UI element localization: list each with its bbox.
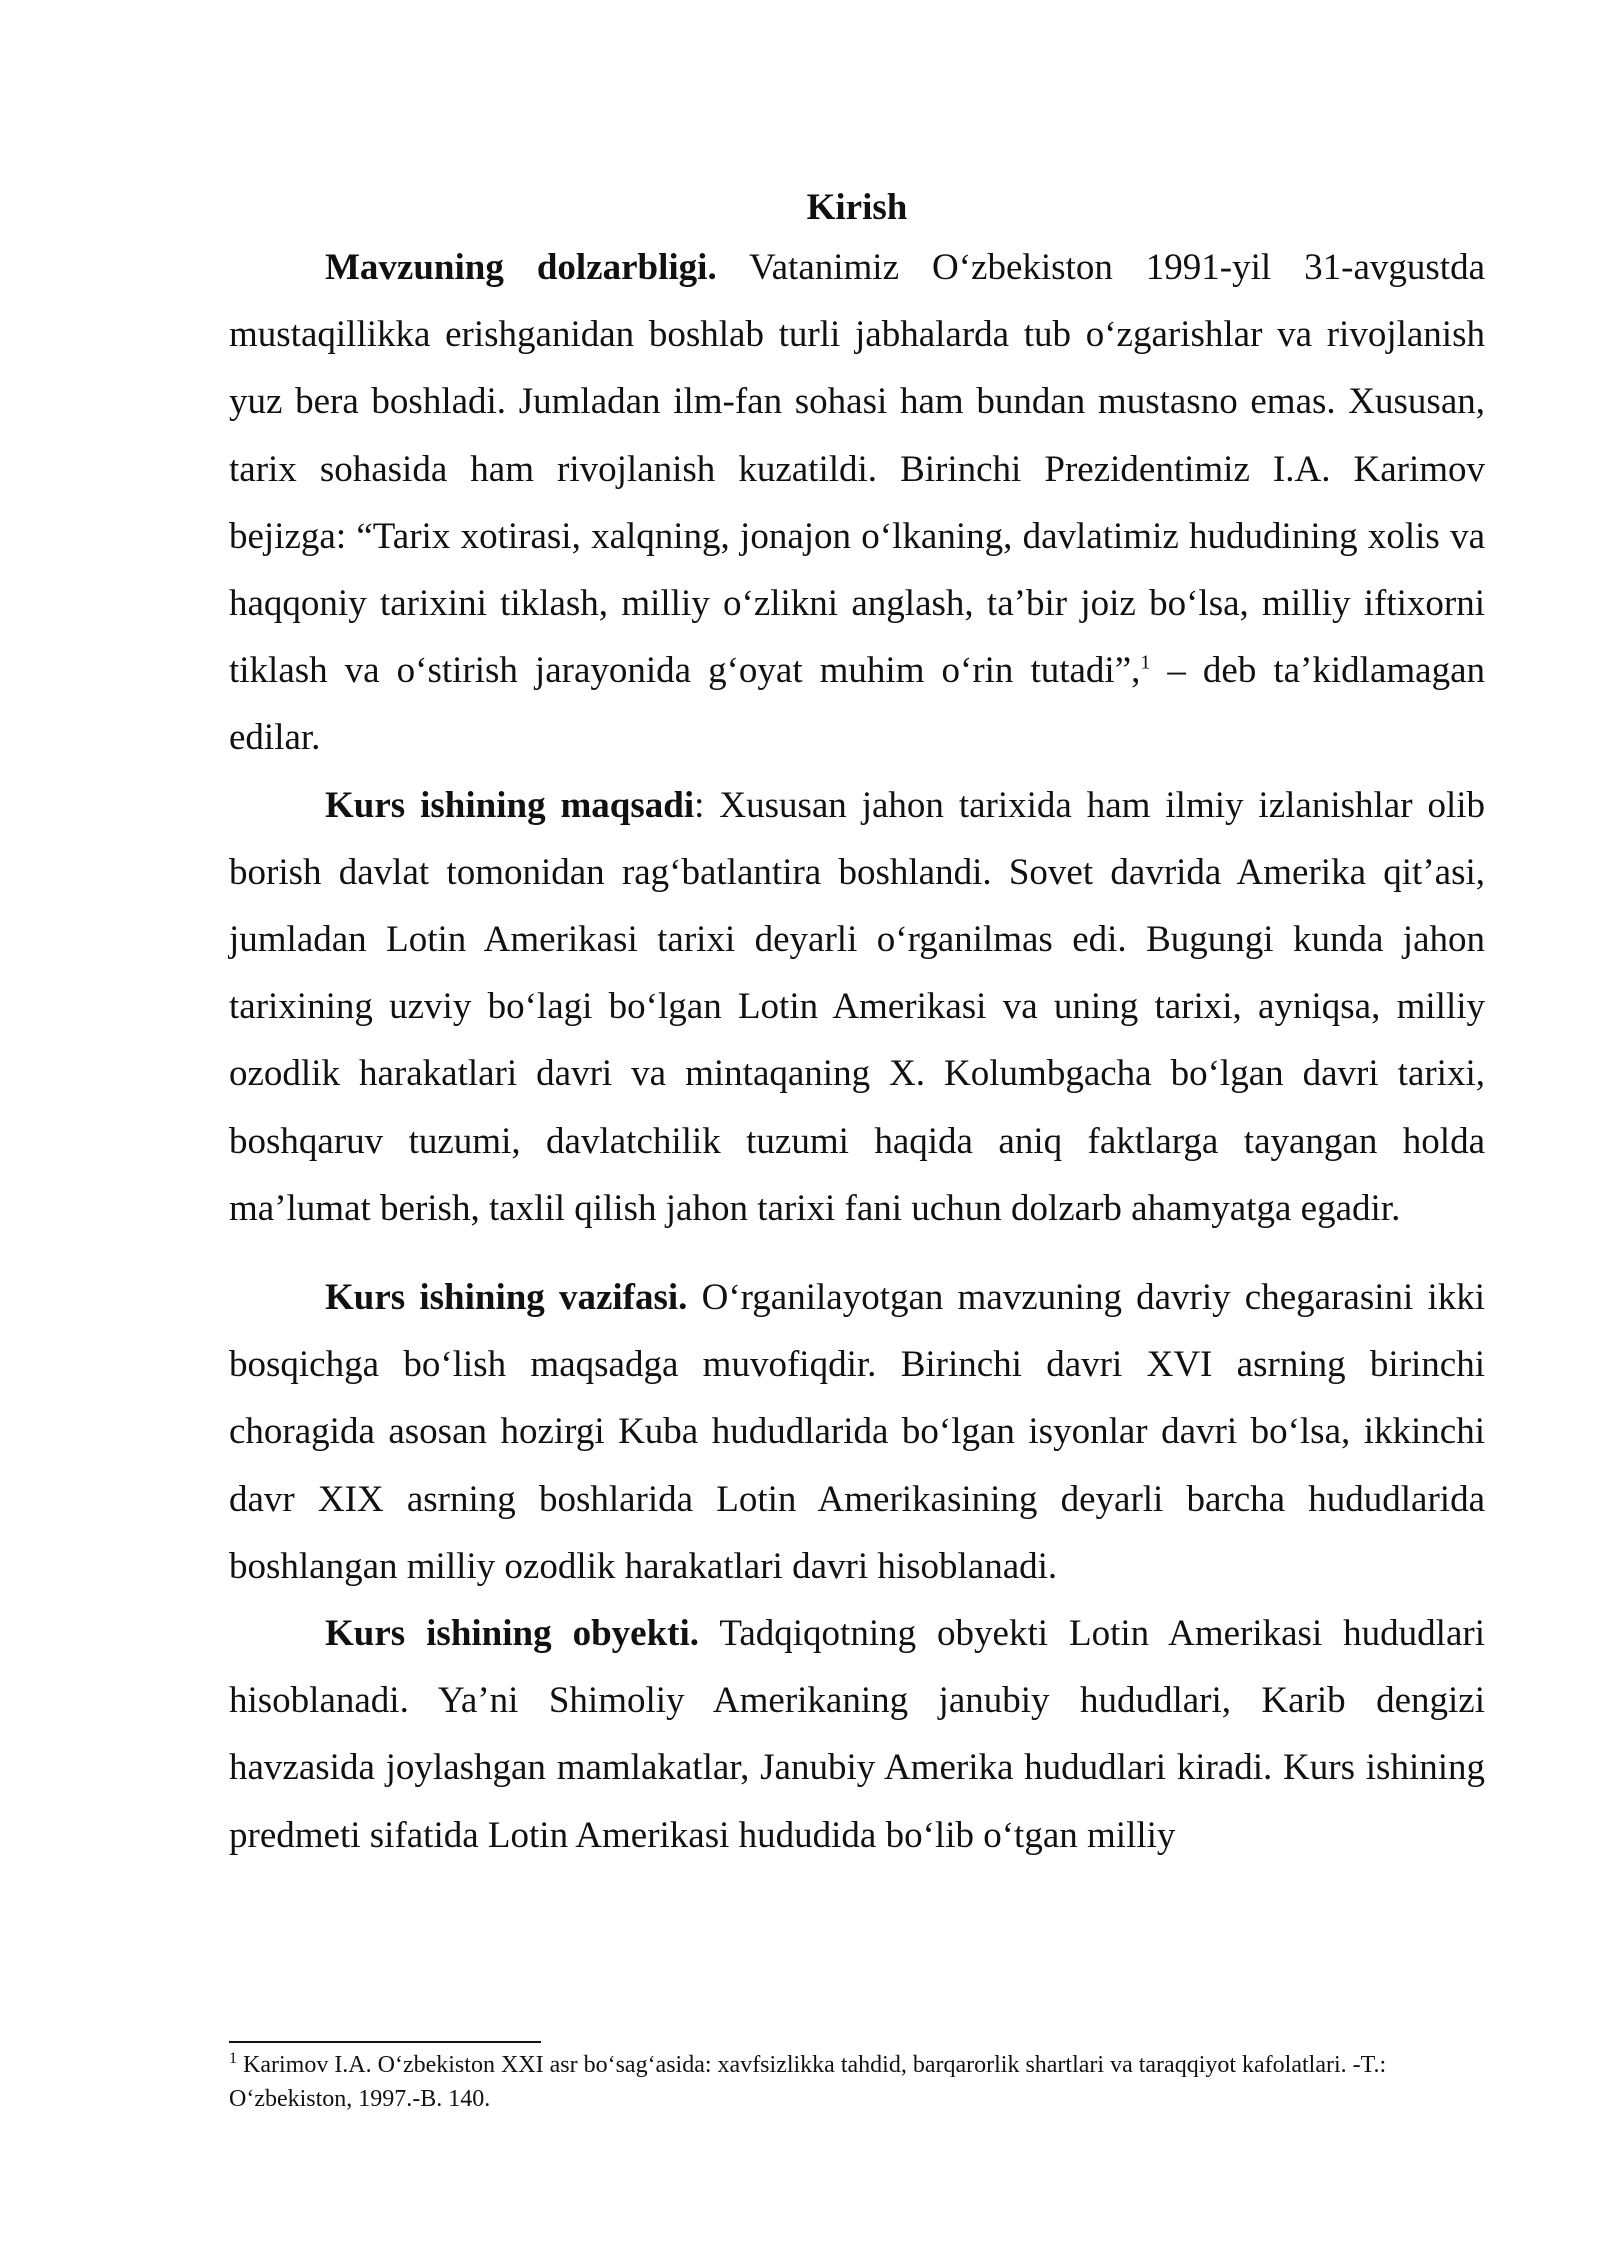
- paragraph-text: : Xususan jahon tarixida ham ilmiy izlanishlar olib borish davlat tomonidan rag‘batlantira boshlandi. Sovet davrida Amerika qit’asi, jumladan Lotin Amerikasi tarixi deyarli o‘rganilmas edi. Bugungi kunda jahon tarixining uzviy bo‘lagi bo‘lgan Lotin Amerikasi va uning tarixi, ayniqsa, milliy ozodlik harakatlari davri va mintaqaning X. Kolumbgacha bo‘lgan davri tarixi, boshqaruv tuzumi, davlatchilik tuzumi haqida aniq faktlarga tayangan holda ma’lumat berish, taxlil qilish jahon tarixi fani uchun dolzarb ahamyatga egadir.: [229, 784, 1486, 1229]
- paragraph-aim: [229, 772, 1485, 1242]
- paragraph-text: Vatanimiz O‘zbekiston 1991-yil 31-avgustda mustaqillikka erishganidan boshlab turli jabhalarda tub o‘zgarishlar va rivojlanish yuz bera boshladi. Jumladan ilm-fan sohasi ham bundan mustasno emas. Xususan, tarix sohasida ham rivojlanish kuzatildi. Birinchi Prezidentimiz I.A. Karimov bejizga: “Tarix xotirasi, xalqning, jonajon o‘lkaning, davlatimiz hududining xolis va haqqoniy tarixini tiklash, milliy o‘zlikni anglash, ta’bir joiz bo‘lsa, milliy iftixorni tiklash va o‘stirish jarayonida g‘oyat muhim o‘rin tutadi”,: [229, 247, 1485, 692]
- footnote-separator: [229, 2041, 541, 2043]
- paragraph-heading: Kurs ishining maqsadi: [325, 784, 695, 826]
- paragraph-heading: Kurs ishining vazifasi.: [325, 1277, 688, 1319]
- page-title: Kirish: [806, 187, 908, 228]
- paragraph-heading: Mavzuning dolzarbligi.: [325, 247, 717, 288]
- paragraph-tasks: [229, 1264, 1485, 1600]
- paragraph-text: O‘rganilayotgan mavzuning davriy chegarasini ikki bosqichga bo‘lish maqsadga muvofiqdir. Birinchi davri XVI asrning birinchi choragida asosan hozirgi Kuba hududlarida bo‘lgan isyonlar davri bo‘lsa, ikkinchi davr XIX asrning boshlarida Lotin Amerikasining deyarli barcha hududlarida boshlangan milliy ozodlik harakatlari davri hisoblanadi.: [229, 1277, 1485, 1587]
- paragraph-heading: Kurs ishining obyekti.: [325, 1613, 700, 1655]
- paragraph-text: Tadqiqotning obyekti Lotin Amerikasi hududlari hisoblanadi. Ya’ni Shimoliy Amerikaning janubiy hududlari, Karib dengizi havzasida joylashgan mamlakatlar, Janubiy Amerika hududlari kiradi. Kurs ishining predmeti sifatida Lotin Amerikasi hududida bo‘lib o‘tgan milliy: [229, 1613, 1485, 1856]
- footnote-reference[interactable]: 1: [1140, 651, 1151, 674]
- footnote-number: 1: [229, 2050, 237, 2067]
- paragraph-relevance: [229, 234, 1485, 772]
- document-body: [229, 182, 1485, 1869]
- footnote-text: Karimov I.A. O‘zbekiston XXI asr bo‘sag‘asida: xavfsizlikka tahdid, barqarorlik shartlari va taraqqiyot kafolatlari. -T.: O‘zbekiston, 1997.-B. 140.: [229, 2052, 1387, 2112]
- paragraph-object: [229, 1600, 1485, 1869]
- footnote: [229, 2048, 1485, 2116]
- paragraph-text: – deb ta’kidlamagan edilar.: [229, 650, 1485, 759]
